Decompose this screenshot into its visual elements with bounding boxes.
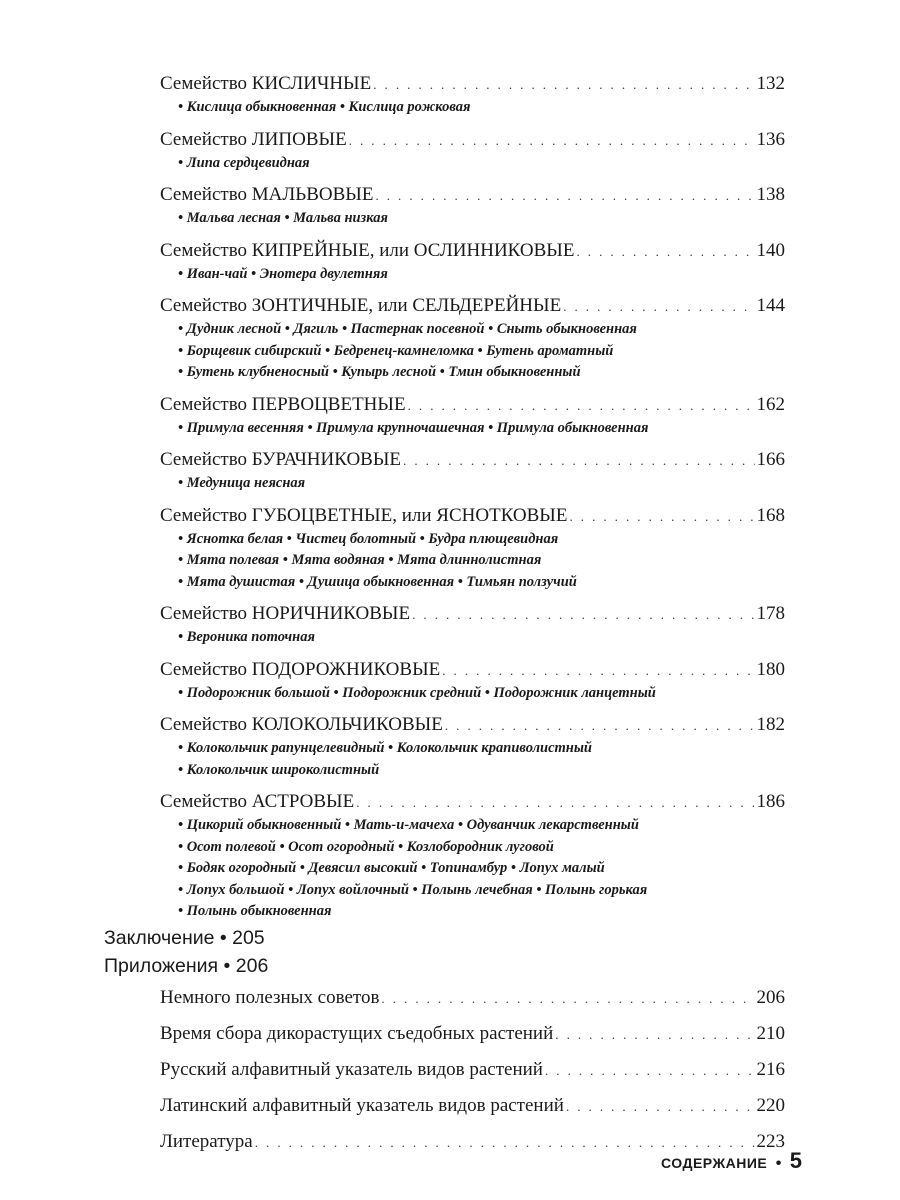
toc-page-number: 216 — [756, 1059, 785, 1080]
toc-page-number: 138 — [756, 184, 785, 205]
toc-page-number: 206 — [756, 987, 785, 1008]
toc-page-number: 182 — [756, 714, 785, 735]
toc-entry[interactable] — [160, 602, 785, 627]
toc-entry[interactable] — [160, 128, 785, 153]
dot-leader — [403, 449, 754, 473]
species-list-line: • Бодяк огородный • Девясил высокий • Топинамбур • Лопух малый — [178, 860, 605, 876]
appendix-entry[interactable] — [160, 1058, 785, 1083]
running-footer — [661, 1148, 802, 1174]
dot-leader — [375, 184, 754, 208]
toc-family — [160, 713, 785, 781]
toc-page-number: 210 — [756, 1023, 785, 1044]
toc-family — [160, 602, 785, 649]
species-list-line: • Подорожник большой • Подорожник средний • Подорожник ланцетный — [178, 684, 656, 701]
species-list-line: • Мальва лесная • Мальва низкая — [178, 210, 388, 226]
toc-entry[interactable] — [160, 658, 785, 683]
species-list-line: • Яснотка белая • Чистец болотный • Будра плющевидная — [178, 530, 559, 547]
dot-leader — [569, 505, 754, 529]
toc-entry-label: Семейство ЗОНТИЧНЫЕ, или СЕЛЬДЕРЕЙНЫЕ — [160, 295, 562, 316]
dot-leader — [408, 394, 755, 418]
toc-page-number: 144 — [756, 295, 785, 316]
toc-page-number: 223 — [756, 1131, 785, 1152]
toc-entry-label: Семейство ПЕРВОЦВЕТНЫЕ — [160, 393, 406, 415]
toc-page-number: 166 — [756, 449, 785, 470]
species-list-line: • Лопух большой • Лопух войлочный • Полынь лечебная • Полынь горькая — [178, 881, 648, 898]
toc-page-number: 220 — [756, 1095, 785, 1116]
toc-entry[interactable] — [160, 183, 785, 208]
toc-page-number: 180 — [756, 658, 785, 680]
section-conclusion[interactable]: Заключение • 205 — [104, 927, 265, 949]
appendix-entry[interactable] — [160, 1022, 785, 1047]
toc-entry[interactable] — [160, 72, 785, 97]
toc-family — [160, 239, 785, 286]
toc-page-number: 186 — [756, 791, 785, 812]
dot-leader — [555, 1023, 754, 1047]
toc-entry[interactable] — [160, 504, 785, 529]
species-list-line: • Кислица обыкновенная • Кислица рожковая — [178, 99, 471, 115]
dot-leader — [445, 714, 755, 738]
species-list-line: • Цикорий обыкновенный • Мать-и-мачеха • Одуванчик лекарственный — [178, 817, 639, 833]
family-toc — [160, 72, 785, 932]
toc-page-number: 162 — [756, 393, 785, 415]
toc-page-number: 136 — [756, 128, 785, 150]
dot-leader — [412, 603, 754, 627]
dot-leader — [442, 659, 754, 683]
species-list-line: • Колокольчик рапунцелевидный • Колокольчик крапиволистный — [178, 740, 592, 756]
dot-leader — [563, 295, 754, 319]
toc-page-number: 140 — [756, 239, 785, 261]
toc-family — [160, 658, 785, 705]
footer-bullet: • — [775, 1155, 782, 1172]
toc-family — [160, 294, 785, 384]
toc-entry-label: Немного полезных советов — [160, 987, 380, 1008]
page-number: 5 — [789, 1148, 802, 1173]
species-list-line: • Дудник лесной • Дягиль • Пастернак посевной • Сныть обыкновенная — [178, 321, 637, 337]
toc-entry-label: Семейство ГУБОЦВЕТНЫЕ, или ЯСНОТКОВЫЕ — [160, 504, 568, 526]
dot-leader — [381, 987, 754, 1011]
dot-leader — [576, 240, 754, 264]
toc-family — [160, 128, 785, 175]
dot-leader — [566, 1095, 755, 1119]
toc-family — [160, 393, 785, 440]
species-list-line: • Липа сердцевидная — [178, 154, 310, 171]
species-list-line: • Полынь обыкновенная — [178, 903, 332, 919]
dot-leader — [356, 791, 754, 815]
top-level-sections — [104, 924, 784, 980]
appendix-toc — [160, 986, 785, 1166]
species-list-line: • Медуница неясная — [178, 475, 306, 491]
species-list-line: • Вероника поточная — [178, 629, 315, 645]
toc-family — [160, 504, 785, 594]
toc-entry[interactable] — [160, 790, 785, 815]
toc-entry-label: Семейство КИСЛИЧНЫЕ — [160, 73, 372, 94]
species-list-line: • Мята душистая • Душица обыкновенная • Тимьян ползучий — [178, 573, 577, 590]
footer-label: СОДЕРЖАНИЕ — [661, 1155, 768, 1171]
toc-entry-label: Семейство МАЛЬВОВЫЕ — [160, 184, 374, 205]
appendix-entry[interactable] — [160, 1094, 785, 1119]
species-list-line: • Борщевик сибирский • Бедренец-камнеломка • Бутень ароматный — [178, 342, 614, 359]
toc-family — [160, 183, 785, 230]
toc-entry-label: Семейство КОЛОКОЛЬЧИКОВЫЕ — [160, 714, 443, 735]
toc-entry[interactable] — [160, 713, 785, 738]
toc-page-number: 168 — [756, 504, 785, 526]
dot-leader — [373, 73, 754, 97]
toc-entry[interactable] — [160, 393, 785, 418]
toc-entry-label: Семейство ЛИПОВЫЕ — [160, 128, 347, 150]
toc-family — [160, 448, 785, 495]
toc-entry-label: Семейство НОРИЧНИКОВЫЕ — [160, 603, 411, 624]
toc-entry-label: Латинский алфавитный указатель видов растений — [160, 1095, 564, 1116]
toc-entry[interactable] — [160, 294, 785, 319]
toc-entry-label: Семейство ПОДОРОЖНИКОВЫЕ — [160, 658, 441, 680]
toc-family — [160, 72, 785, 119]
species-list-line: • Бутень клубненосный • Купырь лесной • Тмин обыкновенный — [178, 364, 581, 380]
toc-page-number: 132 — [756, 73, 785, 94]
section-appendices[interactable]: Приложения • 206 — [104, 955, 269, 977]
toc-entry-label: Семейство КИПРЕЙНЫЕ, или ОСЛИННИКОВЫЕ — [160, 239, 575, 261]
species-list-line: • Колокольчик широколистный — [178, 761, 380, 778]
toc-entry[interactable] — [160, 239, 785, 264]
species-list-line: • Мята полевая • Мята водяная • Мята длиннолистная — [178, 552, 542, 568]
toc-entry[interactable] — [160, 448, 785, 473]
toc-entry-label: Семейство БУРАЧНИКОВЫЕ — [160, 449, 402, 470]
species-list-line: • Осот полевой • Осот огородный • Козлобородник луговой — [178, 838, 554, 855]
species-list-line: • Иван-чай • Энотера двулетняя — [178, 265, 388, 282]
toc-entry-label: Семейство АСТРОВЫЕ — [160, 791, 355, 812]
dot-leader — [545, 1059, 755, 1083]
toc-entry-label: Русский алфавитный указатель видов растений — [160, 1059, 543, 1080]
dot-leader — [349, 129, 755, 153]
toc-family — [160, 790, 785, 923]
toc-entry-label: Время сбора дикорастущих съедобных растений — [160, 1023, 554, 1044]
appendix-entry[interactable] — [160, 986, 785, 1011]
species-list-line: • Примула весенняя • Примула крупночашечная • Примула обыкновенная — [178, 419, 649, 436]
toc-page-number: 178 — [756, 603, 785, 624]
toc-entry-label: Литература — [160, 1131, 253, 1152]
